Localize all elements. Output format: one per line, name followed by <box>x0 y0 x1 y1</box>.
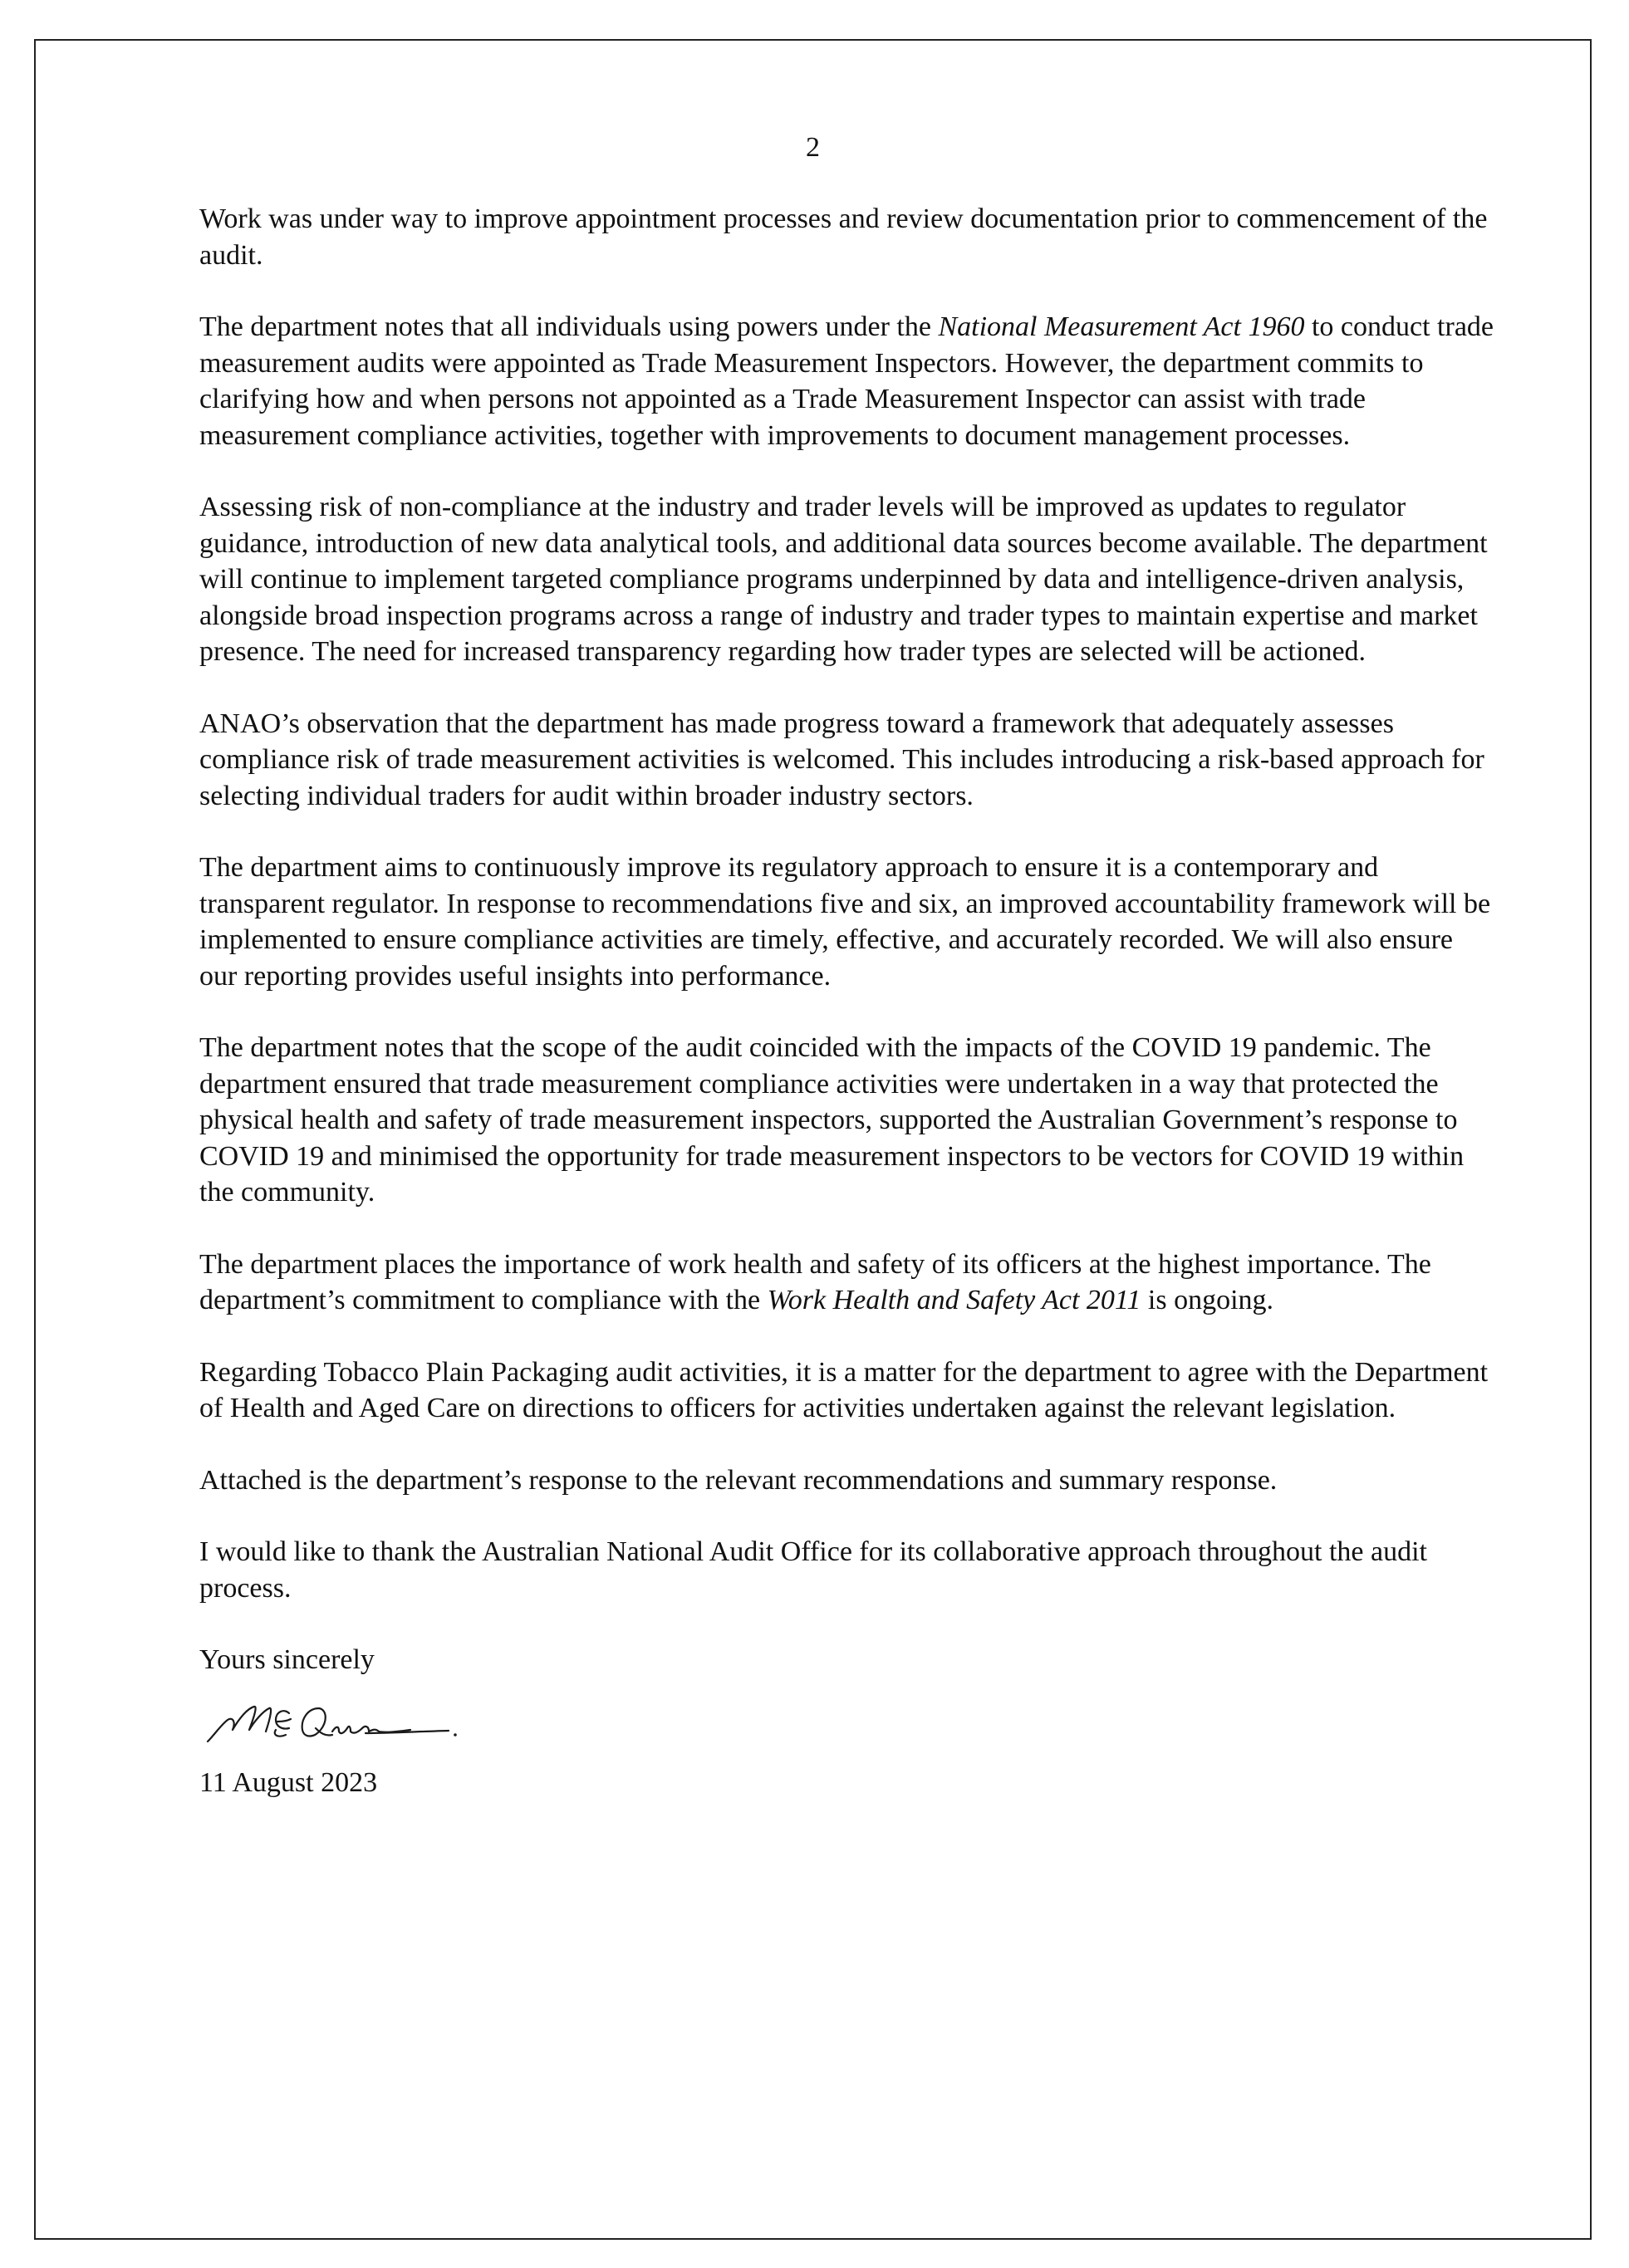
paragraph-appointment-processes: Work was under way to improve appointment processes and review documentation prior to commencement of the audit. <box>199 203 1488 271</box>
paragraph-anao-observation: ANAO’s observation that the department has made progress toward a framework that adequately assesses compliance risk of trade measurement activities is welcomed. This includes introducing a risk-based approach for selecting individual traders for audit within broader industry sectors. <box>199 708 1484 811</box>
paragraph-attachment-note: Attached is the department’s response to the relevant recommendations and summary response. <box>199 1464 1278 1496</box>
paragraph-work-health-safety <box>199 1247 1495 1319</box>
handwritten-signature <box>203 1697 477 1748</box>
act-title-national-measurement: National Measurement Act 1960 <box>938 311 1305 342</box>
paragraph-text: to conduct trade measurement audits were appointed as Trade Measurement Inspectors. However, the department commits to clarifying how and when persons not appointed as a Trade Measurement Inspector can assist with trade measurement compliance activities, together with improvements to document management processes. <box>199 311 1494 451</box>
paragraph-text: The department notes that all individuals using powers under the <box>199 311 939 342</box>
letter-body <box>199 201 1495 1836</box>
paragraph-text: The department places the importance of work health and safety of its officers at the highest importance. The department’s commitment to compliance with the <box>199 1248 1431 1315</box>
paragraph-covid-19: The department notes that the scope of the audit coincided with the impacts of the COVID 19 pandemic. The department ensured that trade measurement compliance activities were undertaken in a way that protected the physical health and safety of trade measurement inspectors, supported the Australian Government’s response to COVID 19 and minimised the opportunity for trade measurement inspectors to be vectors for COVID 19 within the community. <box>199 1032 1465 1207</box>
paragraph-trade-measurement-inspectors <box>199 309 1495 453</box>
letter-date: 11 August 2023 <box>199 1766 378 1798</box>
page-number: 2 <box>806 132 820 163</box>
paragraph-thanks: I would like to thank the Australian National Audit Office for its collaborative approach throughout the audit process. <box>199 1536 1428 1604</box>
paragraph-tobacco-plain-packaging: Regarding Tobacco Plain Packaging audit activities, it is a matter for the department to agree with the Department of Health and Aged Care on directions to officers for activities undertaken against the relevant legislation. <box>199 1356 1489 1423</box>
paragraph-text: is ongoing. <box>1141 1285 1274 1315</box>
paragraph-risk-assessment: Assessing risk of non-compliance at the industry and trader levels will be improved as updates to regulator guidance, introduction of new data analytical tools, and additional data sources become available. The department will continue to implement targeted compliance programs underpinned by data and intelligence-driven analysis, alongside broad inspection programs across a range of industry and trader types to maintain expertise and market presence. The need for increased transparency regarding how trader types are selected will be actioned. <box>199 492 1488 667</box>
act-title-work-health-safety: Work Health and Safety Act 2011 <box>767 1285 1141 1315</box>
paragraph-regulatory-approach: The department aims to continuously improve its regulatory approach to ensure it is a contemporary and transparent regulator. In response to recommendations five and six, an improved accountability framework will be implemented to ensure compliance activities are timely, effective, and accurately recorded. We will also ensure our reporting provides useful insights into performance. <box>199 852 1491 992</box>
closing-salutation: Yours sincerely <box>199 1644 375 1675</box>
page-frame <box>34 39 1592 2240</box>
